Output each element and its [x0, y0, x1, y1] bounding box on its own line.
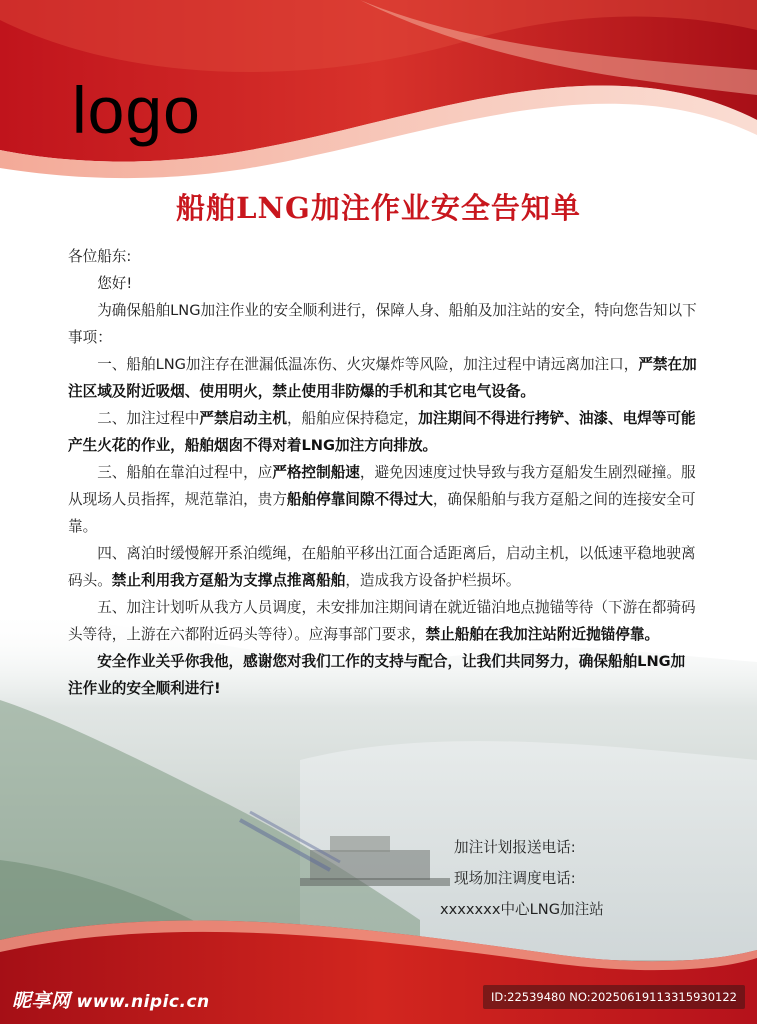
notice-item-2-bold-a: 严禁启动主机 — [199, 410, 287, 427]
notice-item-2-bold-b: 加注期间不得进行拷铲、油漆、电焊等可能产生火花的作业，船舶烟囱不得对着LNG加注方向排放。 — [68, 410, 696, 454]
notice-item-5 — [68, 594, 698, 648]
contact-block — [440, 832, 604, 925]
notice-item-3-text-b: ，避免因速度过快导致与我方趸船发生剧烈碰撞。服从现场人员指挥，规范靠泊，贵方 — [68, 464, 696, 508]
notice-item-4 — [68, 540, 698, 594]
notice-item-5-text: 五、加注计划听从我方人员调度，未安排加注期间请在就近锚泊地点抛锚等待（下游在都骑码头等待，上游在六都附近码头等待）。应海事部门要求， — [68, 599, 696, 643]
notice-item-2-text-a: 二、加注过程中 — [97, 410, 200, 427]
notice-item-3-text-a: 三、船舶在靠泊过程中，应 — [97, 464, 273, 481]
notice-item-1-bold: 严禁在加注区域及附近吸烟、使用明火，禁止使用非防爆的手机和其它电气设备。 — [68, 356, 697, 400]
salutation: 各位船东: — [68, 248, 132, 265]
intro-paragraph: 为确保船舶LNG加注作业的安全顺利进行，保障人身、船舶及加注站的安全，特向您告知以下事项： — [68, 302, 697, 346]
greeting: 您好! — [97, 275, 133, 292]
site-watermark — [12, 986, 210, 1013]
image-id-label: ID:22539480 NO:20250619113315930122 — [483, 985, 745, 1009]
notice-item-4-text-a: 四、离泊时缓慢解开系泊缆绳，在船舶平移出江面合适距离后，启动主机，以低速平稳地驶离码头。 — [68, 545, 696, 589]
notice-item-4-text-b: ，造成我方设备护栏损坏。 — [345, 572, 521, 589]
notice-item-1-text: 一、船舶LNG加注存在泄漏低温冻伤、火灾爆炸等风险，加注过程中请远离加注口， — [97, 356, 639, 373]
notice-item-5-bold: 禁止船舶在我加注站附近抛锚停靠。 — [425, 626, 660, 643]
notice-item-3-text-c: ，确保船舶与我方趸船之间的连接安全可靠。 — [68, 491, 696, 535]
notice-item-4-bold: 禁止利用我方趸船为支撑点推离船舶 — [111, 572, 346, 589]
notice-item-2-text-b: ，船舶应保持稳定， — [286, 410, 419, 427]
notice-item-3 — [68, 459, 698, 540]
closing-paragraph — [68, 648, 698, 702]
notice-body — [68, 243, 698, 702]
watermark-url: www.nipic.cn — [76, 992, 210, 1012]
station-name: xxxxxxx中心LNG加注站 — [440, 901, 604, 918]
notice-item-3-bold-a: 严格控制船速 — [272, 464, 360, 481]
watermark-brand: 昵享网 — [12, 990, 71, 1012]
plan-phone-label: 加注计划报送电话: — [454, 839, 576, 856]
page-title: 船舶LNG加注作业安全告知单 — [176, 191, 581, 225]
logo: logo — [72, 73, 201, 147]
dispatch-phone-label: 现场加注调度电话: — [454, 870, 576, 887]
notice-item-1 — [68, 351, 698, 405]
notice-item-3-bold-b: 船舶停靠间隙不得过大 — [286, 491, 433, 508]
closing-text: 安全作业关乎你我他，感谢您对我们工作的支持与配合，让我们共同努力，确保船舶LNG加注作业的安全顺利进行! — [68, 653, 686, 697]
notice-item-2 — [68, 405, 698, 459]
